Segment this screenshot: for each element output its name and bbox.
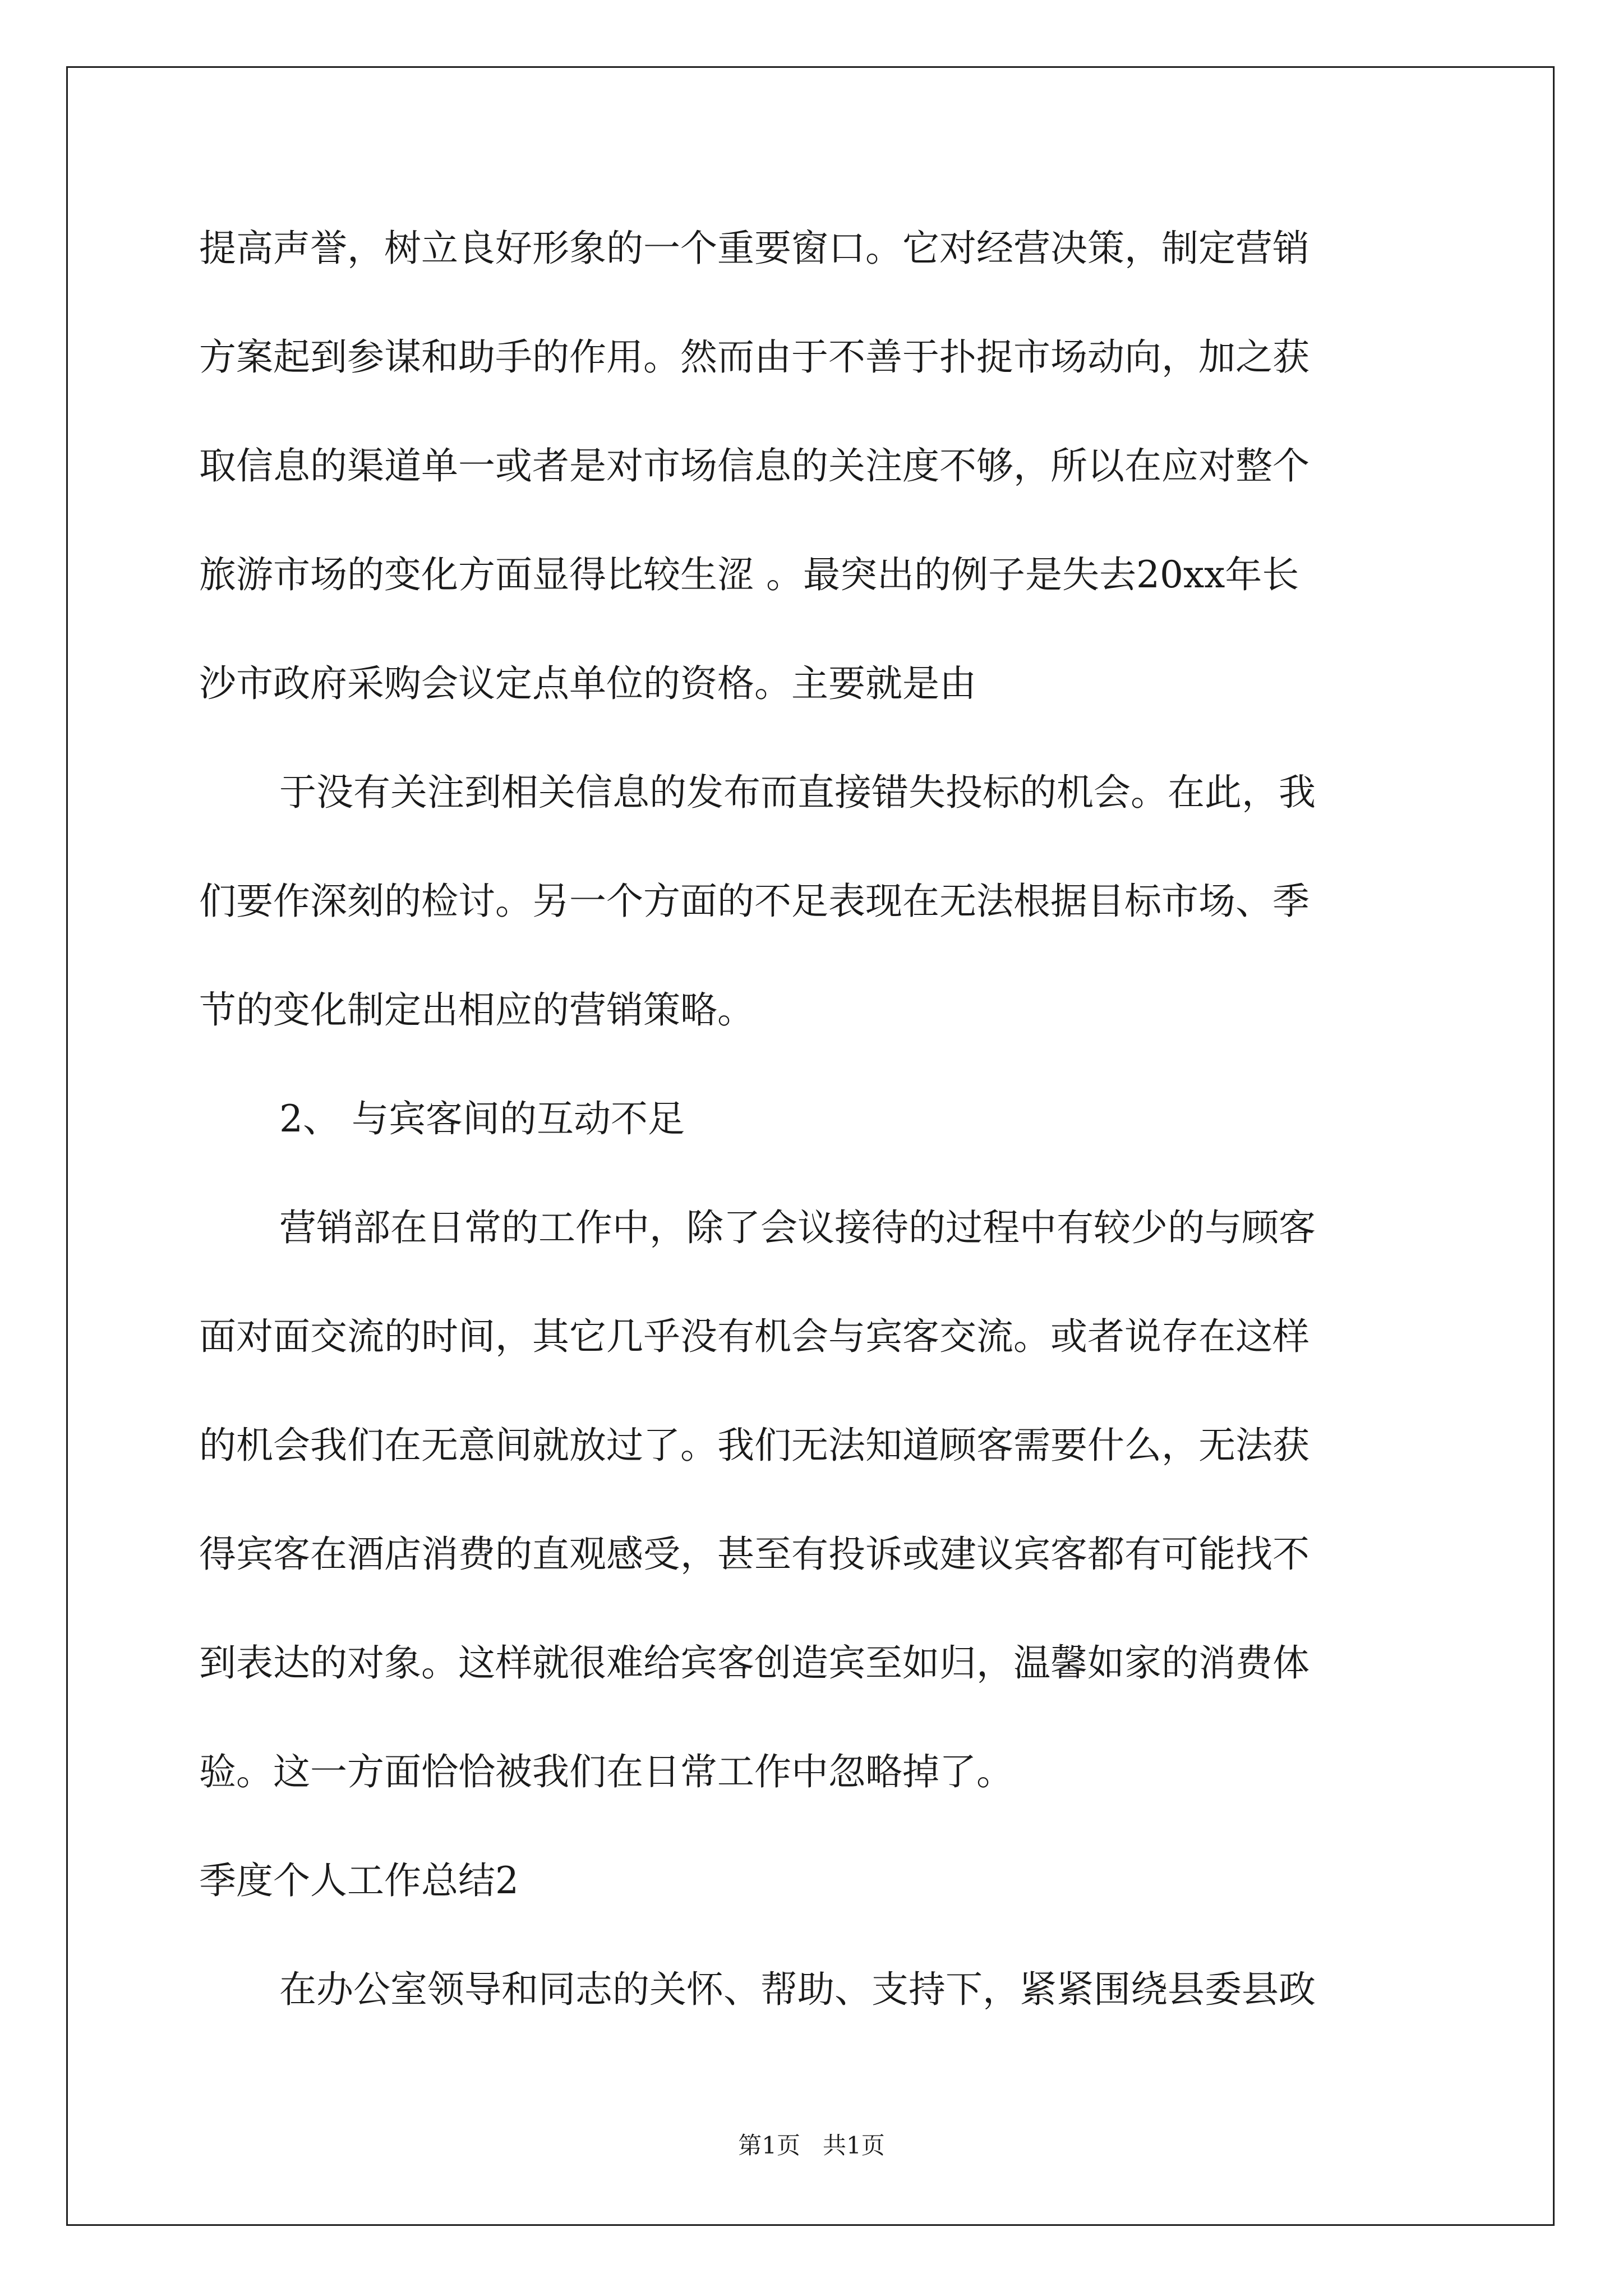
- text-line: 到表达的对象。这样就很难给宾客创造宾至如归，温馨如家的消费体: [199, 1641, 1310, 1685]
- text-line: 提高声誉，树立良好形象的一个重要窗口。它对经营决策，制定营销: [199, 227, 1310, 270]
- text-line: 们要作深刻的检讨。另一个方面的不足表现在无法根据目标市场、季: [199, 880, 1310, 923]
- text-line: 旅游市场的变化方面显得比较生涩 。最突出的例子是失去20xx年长: [199, 553, 1299, 596]
- text-line: 沙市政府采购会议定点单位的资格。主要就是由: [199, 662, 976, 705]
- section-heading: 2、 与宾客间的互动不足: [279, 1097, 685, 1140]
- paragraph-first-line: 在办公室领导和同志的关怀、帮助、支持下，紧紧围绕县委县政: [279, 1968, 1316, 2011]
- text-line: 取信息的渠道单一或者是对市场信息的关注度不够，所以在应对整个: [199, 444, 1310, 487]
- text-line: 面对面交流的时间，其它几乎没有机会与宾客交流。或者说存在这样: [199, 1315, 1310, 1358]
- page-number-footer: 第1页 共1页: [738, 2132, 885, 2159]
- text-line: 方案起到参谋和助手的作用。然而由于不善于扑捉市场动向，加之获: [199, 335, 1310, 379]
- text-line: 的机会我们在无意间就放过了。我们无法知道顾客需要什么，无法获: [199, 1424, 1310, 1467]
- text-line: 得宾客在酒店消费的直观感受，甚至有投诉或建议宾客都有可能找不: [199, 1533, 1310, 1576]
- text-line: 验。这一方面恰恰被我们在日常工作中忽略掉了。: [199, 1750, 1013, 1793]
- paragraph-first-line: 营销部在日常的工作中，除了会议接待的过程中有较少的与顾客: [279, 1206, 1316, 1249]
- document-title: 季度个人工作总结2: [199, 1859, 519, 1902]
- paragraph-first-line: 于没有关注到相关信息的发布而直接错失投标的机会。在此，我: [279, 771, 1316, 814]
- text-line: 节的变化制定出相应的营销策略。: [199, 988, 754, 1032]
